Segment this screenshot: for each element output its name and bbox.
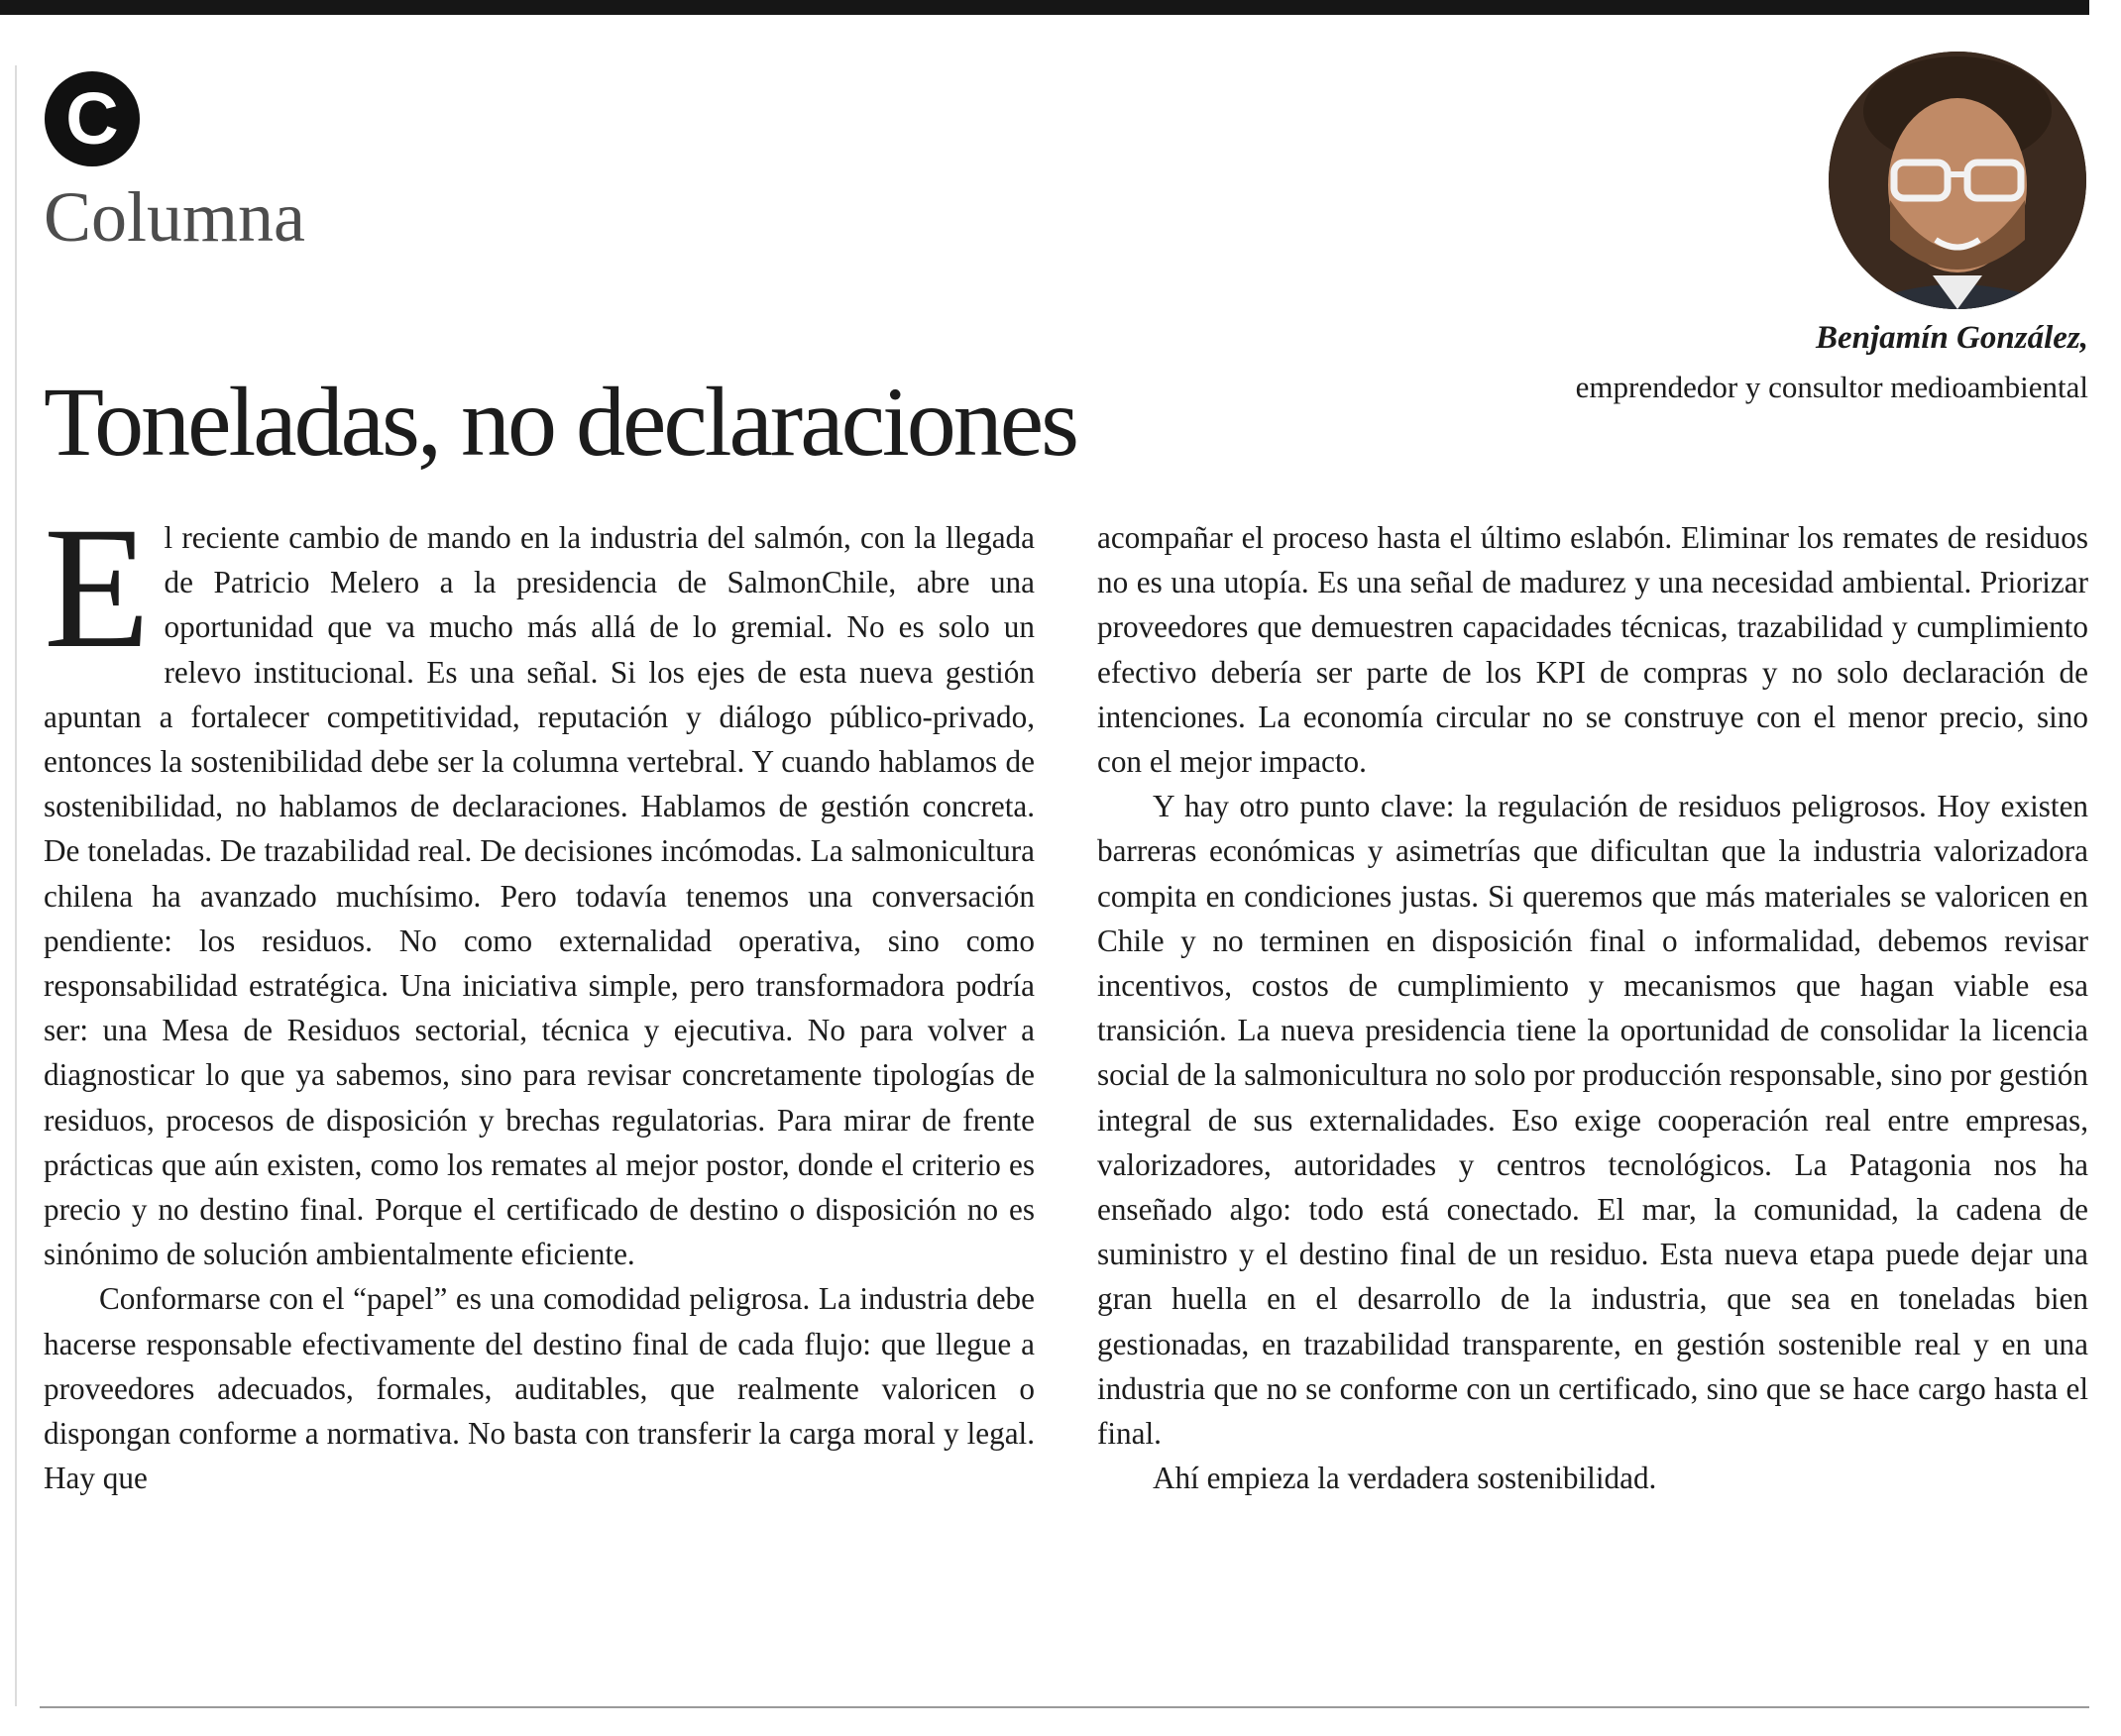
drop-cap: E: [44, 491, 151, 685]
section-label: Columna: [44, 177, 305, 257]
paragraph: Conformarse con el “papel” es una comodidad peligrosa. La industria debe hacerse responsable efectivamente del destino final de cada flujo: que llegue a proveedores adecuados, formales, auditables, que realmente valoricen o dispongan conforme a normativa. No basta con transferir la carga moral y legal. Hay que: [44, 1281, 1035, 1496]
left-rule: [15, 65, 17, 1706]
author-photo: [1829, 52, 2086, 309]
author-portrait-icon: [1829, 52, 2086, 309]
paragraph: [44, 491, 1035, 1276]
paragraph: Y hay otro punto clave: la regulación de residuos peligrosos. Hoy existen barreras económicas y asimetrías que dificultan que la industria valorizadora compita en condiciones justas. Si queremos que más materiales se valoricen en Chile y no terminen en disposición final o informalidad, debemos revisar incentivos, costos de cumplimiento y mecanismos que hagan viable esa transición. La nueva presidencia tiene la oportunidad de consolidar la licencia social de la salmonicultura no solo por producción responsable, sino por gestión integral de sus externalidades. Eso exige cooperación real entre empresas, valorizadores, autoridades y centros tecnológicos. La Patagonia nos ha enseñado algo: todo está conectado. El mar, la comunidad, la cadena de suministro y el destino final de un residuo. Esta nueva etapa puede dejar una gran huella en el desarrollo de la industria, que sea en toneladas bien gestionadas, en trazabilidad transparente, en gestión sostenible real y en una industria que no se conforme con un certificado, sino que se hace cargo hasta el final.: [1097, 789, 2088, 1452]
article-column-2: [1097, 515, 2088, 1500]
top-bar: [0, 0, 2089, 15]
column-badge-icon: C: [45, 71, 140, 166]
paragraph-text: l reciente cambio de mando en la industria del salmón, con la llegada de Patricio Melero a la presidencia de SalmonChile, abre una oportunidad que va mucho más allá de lo gremial. No es solo un relevo institucional. Es una señal. Si los ejes de esta nueva gestión apuntan a fortalecer competitividad, reputación y diálogo público-privado, entonces la sostenibilidad debe ser la columna vertebral. Y cuando hablamos de sostenibilidad, no hablamos de declaraciones. Hablamos de gestión concreta. De toneladas. De trazabilidad real. De decisiones incómodas. La salmonicultura chilena ha avanzado muchísimo. Pero todavía tenemos una conversación pendiente: los residuos. No como externalidad operativa, sino como responsabilidad estratégica. Una iniciativa simple, pero transformadora podría ser: una Mesa de Residuos sectorial, técnica y ejecutiva. No para volver a diagnosticar lo que ya sabemos, sino para revisar concretamente tipologías de residuos, procesos de disposición y brechas regulatorias. Para mirar de frente prácticas que aún existen, como los remates al mejor postor, donde el criterio es precio y no destino final. Porque el certificado de destino o disposición no es sinónimo de solución ambientalmente eficiente.: [44, 520, 1035, 1272]
author-role: emprendedor y consultor medioambiental: [1575, 370, 2088, 404]
author-name: Benjamín González,: [1815, 320, 2088, 356]
paragraph: acompañar el proceso hasta el último eslabón. Eliminar los remates de residuos no es una utopía. Es una señal de madurez y una necesidad ambiental. Priorizar proveedores que demuestren capacidades técnicas, trazabilidad y cumplimiento efectivo debería ser parte de los KPI de compras y no solo declaración de intenciones. La economía circular no se construye con el menor precio, sino con el mejor impacto.: [1097, 520, 2088, 780]
article-column-1: [44, 491, 1035, 1500]
paragraph: Ahí empieza la verdadera sostenibilidad.: [1153, 1461, 1657, 1496]
article-headline: Toneladas, no declaraciones: [44, 367, 1077, 477]
bottom-rule: [40, 1706, 2089, 1708]
